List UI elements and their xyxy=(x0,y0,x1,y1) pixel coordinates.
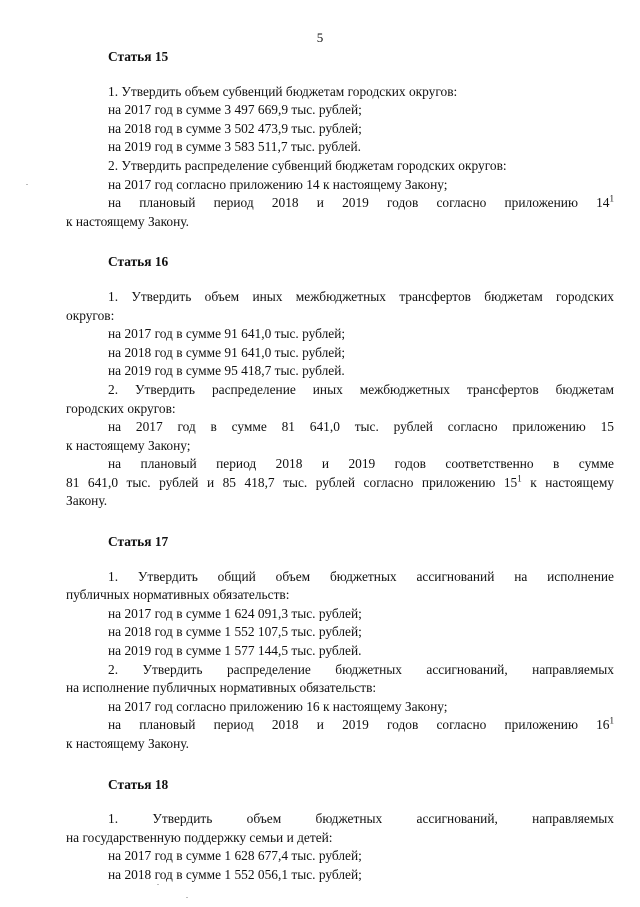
text-line-content: 2. Утвердить распределение бюджетных ассигнований, направляемых xyxy=(108,661,614,677)
text-line-content: на 2018 год в сумме 1 552 107,5 тыс. рублей; xyxy=(108,624,362,640)
scan-speck xyxy=(26,184,28,185)
text-line xyxy=(66,679,614,698)
text-line-content: на 2017 год согласно приложению 16 к настоящему Закону; xyxy=(108,698,448,714)
text-line xyxy=(66,157,614,176)
text-line-content: 81 641,0 тыс. рублей и 85 418,7 тыс. рублей согласно приложению 15 xyxy=(66,474,518,490)
text-line-content: 2. Утвердить распределение субвенций бюджетам городских округов: xyxy=(108,157,507,173)
page-number: 5 xyxy=(316,30,324,45)
article-section xyxy=(66,776,614,885)
text-line-content: на 2019 год в сумме 1 577 144,5 тыс. рублей. xyxy=(108,643,362,659)
text-line-tail: к настоящему xyxy=(521,474,614,490)
text-line-content: на плановый период 2018 и 2019 годов согласно приложению 14 xyxy=(108,195,610,211)
text-line-content: на плановый период 2018 и 2019 годов соответственно в сумме xyxy=(108,456,614,472)
text-line xyxy=(66,344,614,363)
article-section xyxy=(66,48,614,231)
text-line xyxy=(66,829,614,848)
text-line-content: 1. Утвердить объем субвенций бюджетам городских округов: xyxy=(108,83,458,99)
text-line-content: на исполнение публичных нормативных обязательств: xyxy=(66,680,377,696)
text-line-content: городских округов: xyxy=(66,400,176,416)
text-line xyxy=(66,418,614,437)
text-line xyxy=(66,288,614,307)
text-line-content: на 2019 год в сумме 3 583 511,7 тыс. рублей. xyxy=(108,139,362,155)
text-line xyxy=(66,698,614,717)
text-line-content: 1. Утвердить объем иных межбюджетных трансфертов бюджетам городских xyxy=(108,288,614,304)
text-line xyxy=(66,492,614,511)
text-line xyxy=(66,716,614,735)
text-line xyxy=(66,474,614,493)
text-line xyxy=(66,83,614,102)
text-line-content: на 2017 год в сумме 1 624 091,3 тыс. рублей; xyxy=(108,605,362,621)
text-line-content: на плановый период 2018 и 2019 годов согласно приложению 16 xyxy=(108,717,610,733)
text-line-content: на 2017 год согласно приложению 14 к настоящему Закону; xyxy=(108,176,448,192)
text-line xyxy=(66,213,614,232)
text-line-content: на 2017 год в сумме 3 497 669,9 тыс. рублей; xyxy=(108,102,362,118)
text-line-content: к настоящему Закону. xyxy=(66,736,189,751)
text-line-content: на 2019 год в сумме 95 418,7 тыс. рублей. xyxy=(108,363,345,379)
scan-speck xyxy=(157,884,159,885)
text-line xyxy=(66,866,614,885)
text-line-content: публичных нормативных обязательств: xyxy=(66,587,290,603)
text-line-content: Закону. xyxy=(66,493,108,509)
text-line xyxy=(66,847,614,866)
text-line-content: на 2017 год в сумме 91 641,0 тыс. рублей; xyxy=(108,326,346,342)
superscript: 1 xyxy=(609,715,614,726)
article-heading: Статья 18 xyxy=(108,776,169,792)
article-section xyxy=(66,253,614,511)
text-line xyxy=(66,810,614,829)
superscript: 1 xyxy=(517,473,522,484)
text-line-content: к настоящему Закону; xyxy=(66,437,191,453)
text-line-content: к настоящему Закону. xyxy=(66,213,189,229)
superscript: 1 xyxy=(609,193,614,204)
text-line xyxy=(66,623,614,642)
text-line xyxy=(66,568,614,587)
text-line-content: 1. Утвердить объем бюджетных ассигнований, направляемых xyxy=(108,811,614,827)
text-line-content: 1. Утвердить общий объем бюджетных ассигнований на исполнение xyxy=(108,568,614,584)
text-line-content: на 2017 год в сумме 81 641,0 тыс. рублей согласно приложению 15 xyxy=(108,419,614,435)
text-line xyxy=(66,138,614,157)
text-line-content: на 2018 год в сумме 1 552 056,1 тыс. рублей; xyxy=(108,866,362,882)
text-line xyxy=(66,605,614,624)
text-line xyxy=(66,381,614,400)
text-line xyxy=(66,101,614,120)
article-heading: Статья 15 xyxy=(108,49,169,64)
article-section xyxy=(66,533,614,754)
text-line xyxy=(66,661,614,680)
text-line xyxy=(66,325,614,344)
text-line xyxy=(66,586,614,605)
text-line xyxy=(66,307,614,326)
text-line xyxy=(66,642,614,661)
text-line-content: на государственную поддержку семьи и детей: xyxy=(66,829,333,845)
article-heading: Статья 16 xyxy=(108,254,169,270)
text-line xyxy=(66,176,614,195)
text-line xyxy=(66,362,614,381)
text-line-content: на 2018 год в сумме 91 641,0 тыс. рублей; xyxy=(108,344,346,360)
text-line-content: округов: xyxy=(66,307,115,323)
text-line-content: на 2018 год в сумме 3 502 473,9 тыс. рублей; xyxy=(108,120,362,136)
text-line-content: 2. Утвердить распределение иных межбюджетных трансфертов бюджетам xyxy=(108,381,614,397)
text-line xyxy=(66,194,614,213)
text-line xyxy=(66,735,614,754)
text-line xyxy=(66,437,614,456)
document-body xyxy=(66,48,614,907)
article-heading: Статья 17 xyxy=(108,534,169,550)
text-line xyxy=(66,400,614,419)
scan-speck xyxy=(186,897,188,898)
text-line-content: на 2017 год в сумме 1 628 677,4 тыс. рублей; xyxy=(108,848,362,864)
text-line xyxy=(66,120,614,139)
text-line xyxy=(66,455,614,474)
